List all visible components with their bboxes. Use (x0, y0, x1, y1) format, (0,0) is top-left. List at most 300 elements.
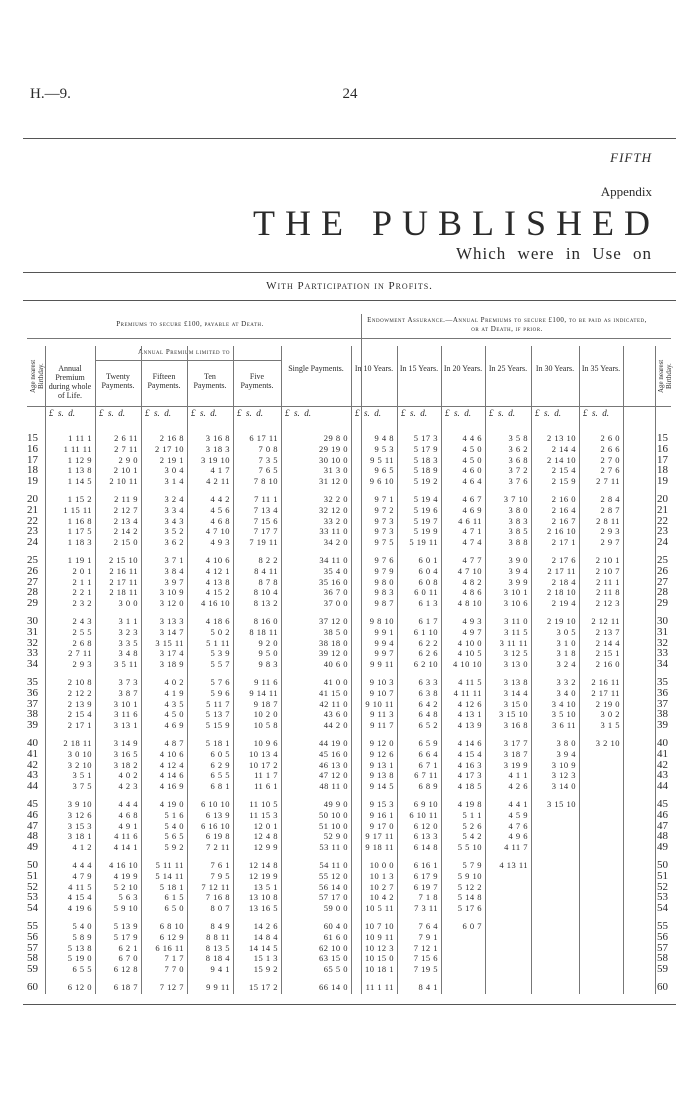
table-cell: 5 19 0 (67, 953, 92, 964)
table-cell: 3 14 7 (159, 626, 184, 637)
table-cell: 3 10 1 (113, 698, 138, 709)
table-cell: 10 9 11 (365, 931, 394, 942)
table-cell: 4 9 6 (508, 831, 528, 842)
age-right: 36 (657, 686, 668, 699)
table-cell: 38 5 0 (323, 626, 348, 637)
table-cell: 3 8 3 (508, 515, 528, 526)
table-cell: 35 16 0 (319, 576, 348, 587)
table-cell: 9 7 9 (374, 565, 394, 576)
table-cell: 2 17 1 (67, 720, 92, 731)
table-cell: 6 10 11 (409, 809, 438, 820)
table-cell: 3 15 10 (547, 799, 576, 809)
table-cell: 5 8 9 (72, 931, 92, 942)
table-cell: 65 5 0 (323, 964, 348, 975)
table-cell: 3 2 4 (164, 494, 184, 504)
table-cell: 6 1 3 (418, 598, 438, 609)
table-cell: 9 12 0 (369, 738, 394, 748)
table-cell: 5 2 10 (113, 881, 138, 892)
table-cell: 3 0 10 (67, 748, 92, 759)
table-cell: 4 6 9 (462, 504, 482, 515)
table-cell: 1 16 8 (67, 515, 92, 526)
table-cell: 60 4 0 (323, 921, 348, 931)
age-right: 60 (657, 981, 668, 993)
table-cell: 9 8 7 (374, 598, 394, 609)
table-cell: 4 11 5 (458, 677, 482, 687)
table-cell: 7 19 5 (413, 964, 438, 975)
table-cell: 1 17 5 (67, 526, 92, 537)
table-cell: 4 11 11 (453, 687, 482, 698)
table-cell: 44 19 0 (319, 738, 348, 748)
table-cell: 4 19 6 (67, 903, 92, 914)
table-cell: 2 12 7 (113, 504, 138, 515)
table-cell: 4 2 3 (118, 781, 138, 792)
unit-label: £ s. d. (99, 408, 126, 418)
table-cell: 4 12 4 (159, 759, 184, 770)
age-right: 42 (657, 758, 668, 771)
table-cell: 6 3 8 (418, 687, 438, 698)
table-cell: 2 9 7 (600, 537, 620, 548)
table-cell: 12 4 8 (253, 831, 278, 842)
table-cell: 6 0 5 (210, 748, 230, 759)
column-header-11: In 30 Years. (535, 364, 575, 373)
table-cell: 9 10 3 (369, 677, 394, 687)
column-rule-12 (623, 346, 624, 994)
age-right: 50 (657, 859, 668, 871)
column-rule-1 (95, 346, 96, 994)
table-cell: 4 1 1 (508, 770, 528, 781)
table-cell: 2 16 7 (551, 515, 576, 526)
table-cell: 2 19 1 (159, 454, 184, 465)
table-cell: 2 6 11 (114, 433, 138, 443)
age-header-left: Age nearest Birthday. (29, 359, 45, 393)
table-cell: 8 4 11 (254, 565, 278, 576)
table-cell: 3 11 11 (499, 637, 528, 648)
table-cell: 5 6 3 (118, 892, 138, 903)
age-right: 53 (657, 891, 668, 904)
table-cell: 56 14 0 (319, 881, 348, 892)
table-cell: 2 10 8 (67, 677, 92, 687)
table-cell: 2 19 4 (551, 598, 576, 609)
table-cell: 2 14 4 (551, 443, 576, 454)
age-right: 35 (657, 676, 668, 688)
age-left: 44 (27, 780, 38, 793)
table-cell: 6 9 10 (413, 799, 438, 809)
table-cell: 2 14 2 (113, 526, 138, 537)
table-cell: 10 7 10 (365, 921, 394, 931)
table-cell: 3 2 10 (67, 759, 92, 770)
table-cell: 2 18 10 (547, 587, 576, 598)
table-cell: 39 12 0 (319, 648, 348, 659)
table-cell: 3 15 10 (499, 709, 528, 720)
table-cell: 9 9 11 (206, 982, 230, 992)
age-left: 32 (27, 636, 38, 649)
table-cell: 3 15 0 (503, 698, 528, 709)
table-cell: 11 6 1 (254, 781, 278, 792)
table-cell: 9 8 3 (374, 587, 394, 598)
table-cell: 3 9 9 (508, 576, 528, 587)
table-cell: 5 5 7 (210, 659, 230, 670)
age-right: 39 (657, 719, 668, 732)
table-cell: 9 11 6 (254, 677, 278, 687)
table-cell: 10 18 1 (365, 964, 394, 975)
column-header-1: Annual Premium during whole of Life. (48, 364, 92, 400)
table-cell: 5 11 11 (155, 860, 184, 870)
table-cell: 3 18 2 (113, 759, 138, 770)
table-cell: 3 8 7 (118, 687, 138, 698)
table-cell: 4 8 7 (164, 738, 184, 748)
table-cell: 6 7 0 (118, 953, 138, 964)
table-cell: 3 4 3 (164, 515, 184, 526)
table-cell: 3 8 0 (508, 504, 528, 515)
table-cell: 7 11 1 (254, 494, 278, 504)
table-cell: 6 1 7 (418, 616, 438, 626)
table-cell: 6 5 5 (210, 770, 230, 781)
table-cell: 5 18 1 (205, 738, 230, 748)
table-cell: 5 19 11 (409, 537, 438, 548)
table-cell: 4 7 6 (508, 820, 528, 831)
table-cell: 6 8 9 (418, 781, 438, 792)
table-cell: 7 1 8 (418, 892, 438, 903)
age-right: 51 (657, 869, 668, 882)
table-cell: 6 0 11 (414, 587, 438, 598)
age-left: 39 (27, 719, 38, 732)
table-cell: 12 0 1 (253, 820, 278, 831)
table-cell: 9 13 8 (369, 770, 394, 781)
table-cell: 2 6 6 (600, 443, 620, 454)
table-cell: 10 17 2 (249, 759, 278, 770)
table-cell: 11 10 5 (249, 799, 278, 809)
age-right: 41 (657, 747, 668, 760)
table-cell: 3 7 3 (118, 677, 138, 687)
age-left: 15 (27, 432, 38, 444)
table-cell: 32 12 0 (319, 504, 348, 515)
table-cell: 9 17 0 (369, 820, 394, 831)
table-cell: 3 7 6 (508, 476, 528, 487)
table-cell: 6 3 3 (418, 677, 438, 687)
table-cell: 5 4 0 (72, 921, 92, 931)
table-cell: 5 7 6 (210, 677, 230, 687)
table-cell: 5 17 9 (113, 931, 138, 942)
table-cell: 4 0 2 (164, 677, 184, 687)
table-cell: 2 9 3 (600, 526, 620, 537)
table-cell: 5 1 6 (164, 809, 184, 820)
table-cell: 6 10 10 (201, 799, 230, 809)
table-cell: 5 17 3 (413, 433, 438, 443)
table-cell: 3 18 1 (67, 831, 92, 842)
table-cell: 3 2 3 (118, 626, 138, 637)
table-cell: 6 12 8 (113, 964, 138, 975)
table-cell: 3 3 5 (118, 637, 138, 648)
table-cell: 9 4 8 (374, 433, 394, 443)
age-right: 37 (657, 697, 668, 710)
table-cell: 6 0 8 (418, 576, 438, 587)
table-cell: 7 3 11 (414, 903, 438, 914)
table-cell: 3 6 2 (164, 537, 184, 548)
table-cell: 6 16 1 (413, 860, 438, 870)
table-cell: 5 2 6 (462, 820, 482, 831)
table-cell: 4 11 5 (68, 881, 92, 892)
table-cell: 9 13 1 (369, 759, 394, 770)
table-cell: 2 12 11 (591, 616, 620, 626)
age-left: 48 (27, 830, 38, 843)
table-cell: 6 2 2 (418, 637, 438, 648)
table-cell: 3 12 0 (159, 598, 184, 609)
table-cell: 4 4 6 (462, 433, 482, 443)
table-cell: 6 2 6 (418, 648, 438, 659)
table-cell: 5 15 9 (205, 720, 230, 731)
table-cell: 4 7 9 (72, 870, 92, 881)
table-cell: 3 16 8 (503, 720, 528, 731)
table-cell: 34 2 0 (323, 537, 348, 548)
age-right: 48 (657, 830, 668, 843)
age-right: 59 (657, 963, 668, 976)
column-header-9: In 20 Years. (443, 364, 483, 373)
age-right: 26 (657, 564, 668, 577)
table-cell: 2 12 3 (595, 598, 620, 609)
table-cell: 1 19 1 (67, 555, 92, 565)
table-cell: 6 18 7 (113, 982, 138, 992)
table-cell: 3 13 3 (159, 616, 184, 626)
table-cell: 13 5 1 (253, 881, 278, 892)
table-cell: 4 4 4 (72, 860, 92, 870)
table-cell: 5 17 9 (413, 443, 438, 454)
age-right: 49 (657, 841, 668, 854)
table-cell: 7 2 11 (206, 842, 230, 853)
table-cell: 9 7 2 (374, 504, 394, 515)
table-cell: 6 14 8 (413, 842, 438, 853)
table-cell: 9 9 1 (374, 626, 394, 637)
table-cell: 3 1 1 (118, 616, 138, 626)
table-cell: 57 17 0 (319, 892, 348, 903)
table-cell: 11 1 7 (254, 770, 278, 781)
table-cell: 4 11 7 (504, 842, 528, 853)
column-rule-8 (441, 346, 442, 994)
table-cell: 4 15 4 (67, 892, 92, 903)
table-cell: 29 19 0 (319, 443, 348, 454)
table-cell: 31 3 0 (323, 465, 348, 476)
table-cell: 7 9 1 (418, 931, 438, 942)
table-cell: 2 16 11 (591, 677, 620, 687)
table-cell: 4 7 4 (462, 537, 482, 548)
unit-label: £ s. d. (237, 408, 264, 418)
table-cell: 4 7 1 (462, 526, 482, 537)
table-cell: 9 6 5 (374, 465, 394, 476)
table-cell: 32 2 0 (323, 494, 348, 504)
table-cell: 10 1 3 (369, 870, 394, 881)
age-right: 19 (657, 475, 668, 488)
table-cell: 5 19 2 (413, 476, 438, 487)
table-cell: 4 0 2 (118, 770, 138, 781)
table-cell: 3 17 7 (503, 738, 528, 748)
table-cell: 40 6 0 (323, 659, 348, 670)
table-cell: 61 6 0 (323, 931, 348, 942)
table-cell: 9 8 10 (369, 616, 394, 626)
table-cell: 5 19 4 (413, 494, 438, 504)
group-header-death: Premiums to secure £100, payable at Death. (116, 320, 264, 328)
table-cell: 42 11 0 (319, 698, 348, 709)
table-cell: 3 18 7 (503, 748, 528, 759)
table-cell: 6 2 10 (413, 659, 438, 670)
table-cell: 2 7 11 (596, 476, 620, 487)
table-cell: 15 9 2 (253, 964, 278, 975)
table-cell: 5 19 6 (413, 504, 438, 515)
unit-label: £ s. d. (49, 408, 76, 418)
table-cell: 4 15 4 (457, 748, 482, 759)
table-cell: 10 5 8 (253, 720, 278, 731)
table-cell: 2 18 11 (109, 587, 138, 598)
table-cell: 2 18 11 (63, 738, 92, 748)
table-cell: 2 11 9 (114, 494, 138, 504)
table-cell: 3 10 6 (503, 598, 528, 609)
table-cell: 52 9 0 (323, 831, 348, 842)
table-cell: 3 4 8 (118, 648, 138, 659)
table-cell: 5 19 9 (413, 526, 438, 537)
table-cell: 3 0 4 (164, 465, 184, 476)
table-cell: 3 5 11 (114, 659, 138, 670)
table-cell: 3 8 4 (164, 565, 184, 576)
table-cell: 4 19 9 (113, 870, 138, 881)
table-cell: 35 4 0 (323, 565, 348, 576)
table-cell: 9 7 6 (374, 555, 394, 565)
table-cell: 6 7 11 (414, 770, 438, 781)
participation-heading: With Participation in Profits. (266, 280, 433, 292)
column-rule-13 (655, 346, 656, 994)
age-right: 40 (657, 737, 668, 749)
table-cell: 2 17 11 (109, 576, 138, 587)
table-cell: 3 14 9 (113, 738, 138, 748)
table-cell: 1 13 8 (67, 465, 92, 476)
table-cell: 12 14 8 (249, 860, 278, 870)
table-cell: 5 6 5 (164, 831, 184, 842)
unit-label: £ s. d. (355, 408, 382, 418)
table-cell: 2 10 7 (595, 565, 620, 576)
age-left: 23 (27, 525, 38, 538)
column-header-3: Fifteen Payments. (147, 372, 181, 390)
table-cell: 4 18 6 (205, 616, 230, 626)
table-cell: 9 14 11 (249, 687, 278, 698)
table-cell: 5 4 0 (164, 820, 184, 831)
table-cell: 4 4 2 (210, 494, 230, 504)
age-left: 47 (27, 819, 38, 832)
age-left: 29 (27, 597, 38, 610)
table-cell: 3 8 5 (508, 526, 528, 537)
table-cell: 62 10 0 (319, 942, 348, 953)
table-cell: 7 15 6 (253, 515, 278, 526)
table-cell: 6 17 9 (413, 870, 438, 881)
age-left: 17 (27, 453, 38, 466)
table-cell: 3 12 5 (503, 648, 528, 659)
table-cell: 3 9 10 (67, 799, 92, 809)
table-cell: 2 15 1 (595, 648, 620, 659)
table-cell: 5 1 1 (462, 809, 482, 820)
table-cell: 5 14 11 (155, 870, 184, 881)
table-cell: 4 5 0 (462, 454, 482, 465)
table-cell: 3 14 0 (551, 781, 576, 792)
table-cell: 9 5 0 (258, 648, 278, 659)
table-cell: 13 16 5 (249, 903, 278, 914)
table-cell: 55 12 0 (319, 870, 348, 881)
table-cell: 3 8 8 (508, 537, 528, 548)
fifth-label: FIFTH (610, 150, 652, 165)
table-cell: 5 19 7 (413, 515, 438, 526)
table-cell: 2 7 11 (114, 443, 138, 454)
page-number: 24 (342, 86, 358, 102)
table-cell: 1 12 9 (67, 454, 92, 465)
table-cell: 3 13 8 (503, 677, 528, 687)
age-left: 22 (27, 514, 38, 527)
table-cell: 2 10 1 (595, 555, 620, 565)
table-cell: 3 7 5 (72, 781, 92, 792)
age-right: 43 (657, 769, 668, 782)
table-cell: 6 6 4 (418, 748, 438, 759)
table-cell: 6 16 10 (201, 820, 230, 831)
table-cell: 1 11 11 (63, 443, 92, 454)
table-cell: 3 18 3 (205, 443, 230, 454)
table-cell: 10 15 0 (365, 953, 394, 964)
age-right: 58 (657, 952, 668, 965)
age-right: 16 (657, 442, 668, 455)
age-left: 56 (27, 930, 38, 943)
table-cell: 3 5 10 (551, 709, 576, 720)
table-cell: 3 15 11 (155, 637, 184, 648)
table-cell: 14 2 6 (253, 921, 278, 931)
table-cell: 7 6 5 (258, 465, 278, 476)
table-cell: 3 18 9 (159, 659, 184, 670)
age-right: 54 (657, 902, 668, 915)
table-cell: 2 19 10 (547, 616, 576, 626)
table-cell: 2 7 6 (600, 465, 620, 476)
table-cell: 3 7 2 (508, 465, 528, 476)
table-cell: 2 6 8 (72, 637, 92, 648)
top-rule (23, 138, 676, 139)
column-rule-7 (397, 346, 398, 994)
table-cell: 4 12 6 (457, 698, 482, 709)
table-cell: 2 16 10 (547, 526, 576, 537)
table-cell: 3 1 8 (556, 648, 576, 659)
table-cell: 14 8 4 (253, 931, 278, 942)
table-cell: 6 12 9 (159, 931, 184, 942)
table-cell: 4 9 3 (462, 616, 482, 626)
age-right: 56 (657, 930, 668, 943)
age-right: 18 (657, 464, 668, 477)
table-cell: 13 10 8 (249, 892, 278, 903)
table-cell: 4 5 0 (164, 709, 184, 720)
table-cell: 31 12 0 (319, 476, 348, 487)
table-cell: 7 7 0 (164, 964, 184, 975)
table-cell: 4 6 11 (458, 515, 482, 526)
table-cell: 2 12 2 (67, 687, 92, 698)
table-cell: 8 18 11 (249, 626, 278, 637)
unit-label: £ s. d. (583, 408, 610, 418)
table-cell: 2 14 10 (547, 454, 576, 465)
age-left: 53 (27, 891, 38, 904)
table-cell: 2 18 4 (551, 576, 576, 587)
table-cell: 3 1 5 (600, 720, 620, 731)
table-cell: 7 6 4 (418, 921, 438, 931)
bottom-rule (23, 1004, 676, 1005)
table-cell: 6 12 0 (67, 982, 92, 992)
table-cell: 3 4 0 (556, 687, 576, 698)
table-cell: 3 13 1 (113, 720, 138, 731)
header-rule-2 (27, 406, 671, 407)
table-cell: 9 12 6 (369, 748, 394, 759)
table-cell: 2 17 10 (155, 443, 184, 454)
table-cell: 3 7 10 (503, 494, 528, 504)
table-cell: 1 18 3 (67, 537, 92, 548)
table-cell: 9 9 7 (374, 648, 394, 659)
unit-label: £ s. d. (535, 408, 562, 418)
table-cell: 2 8 11 (596, 515, 620, 526)
